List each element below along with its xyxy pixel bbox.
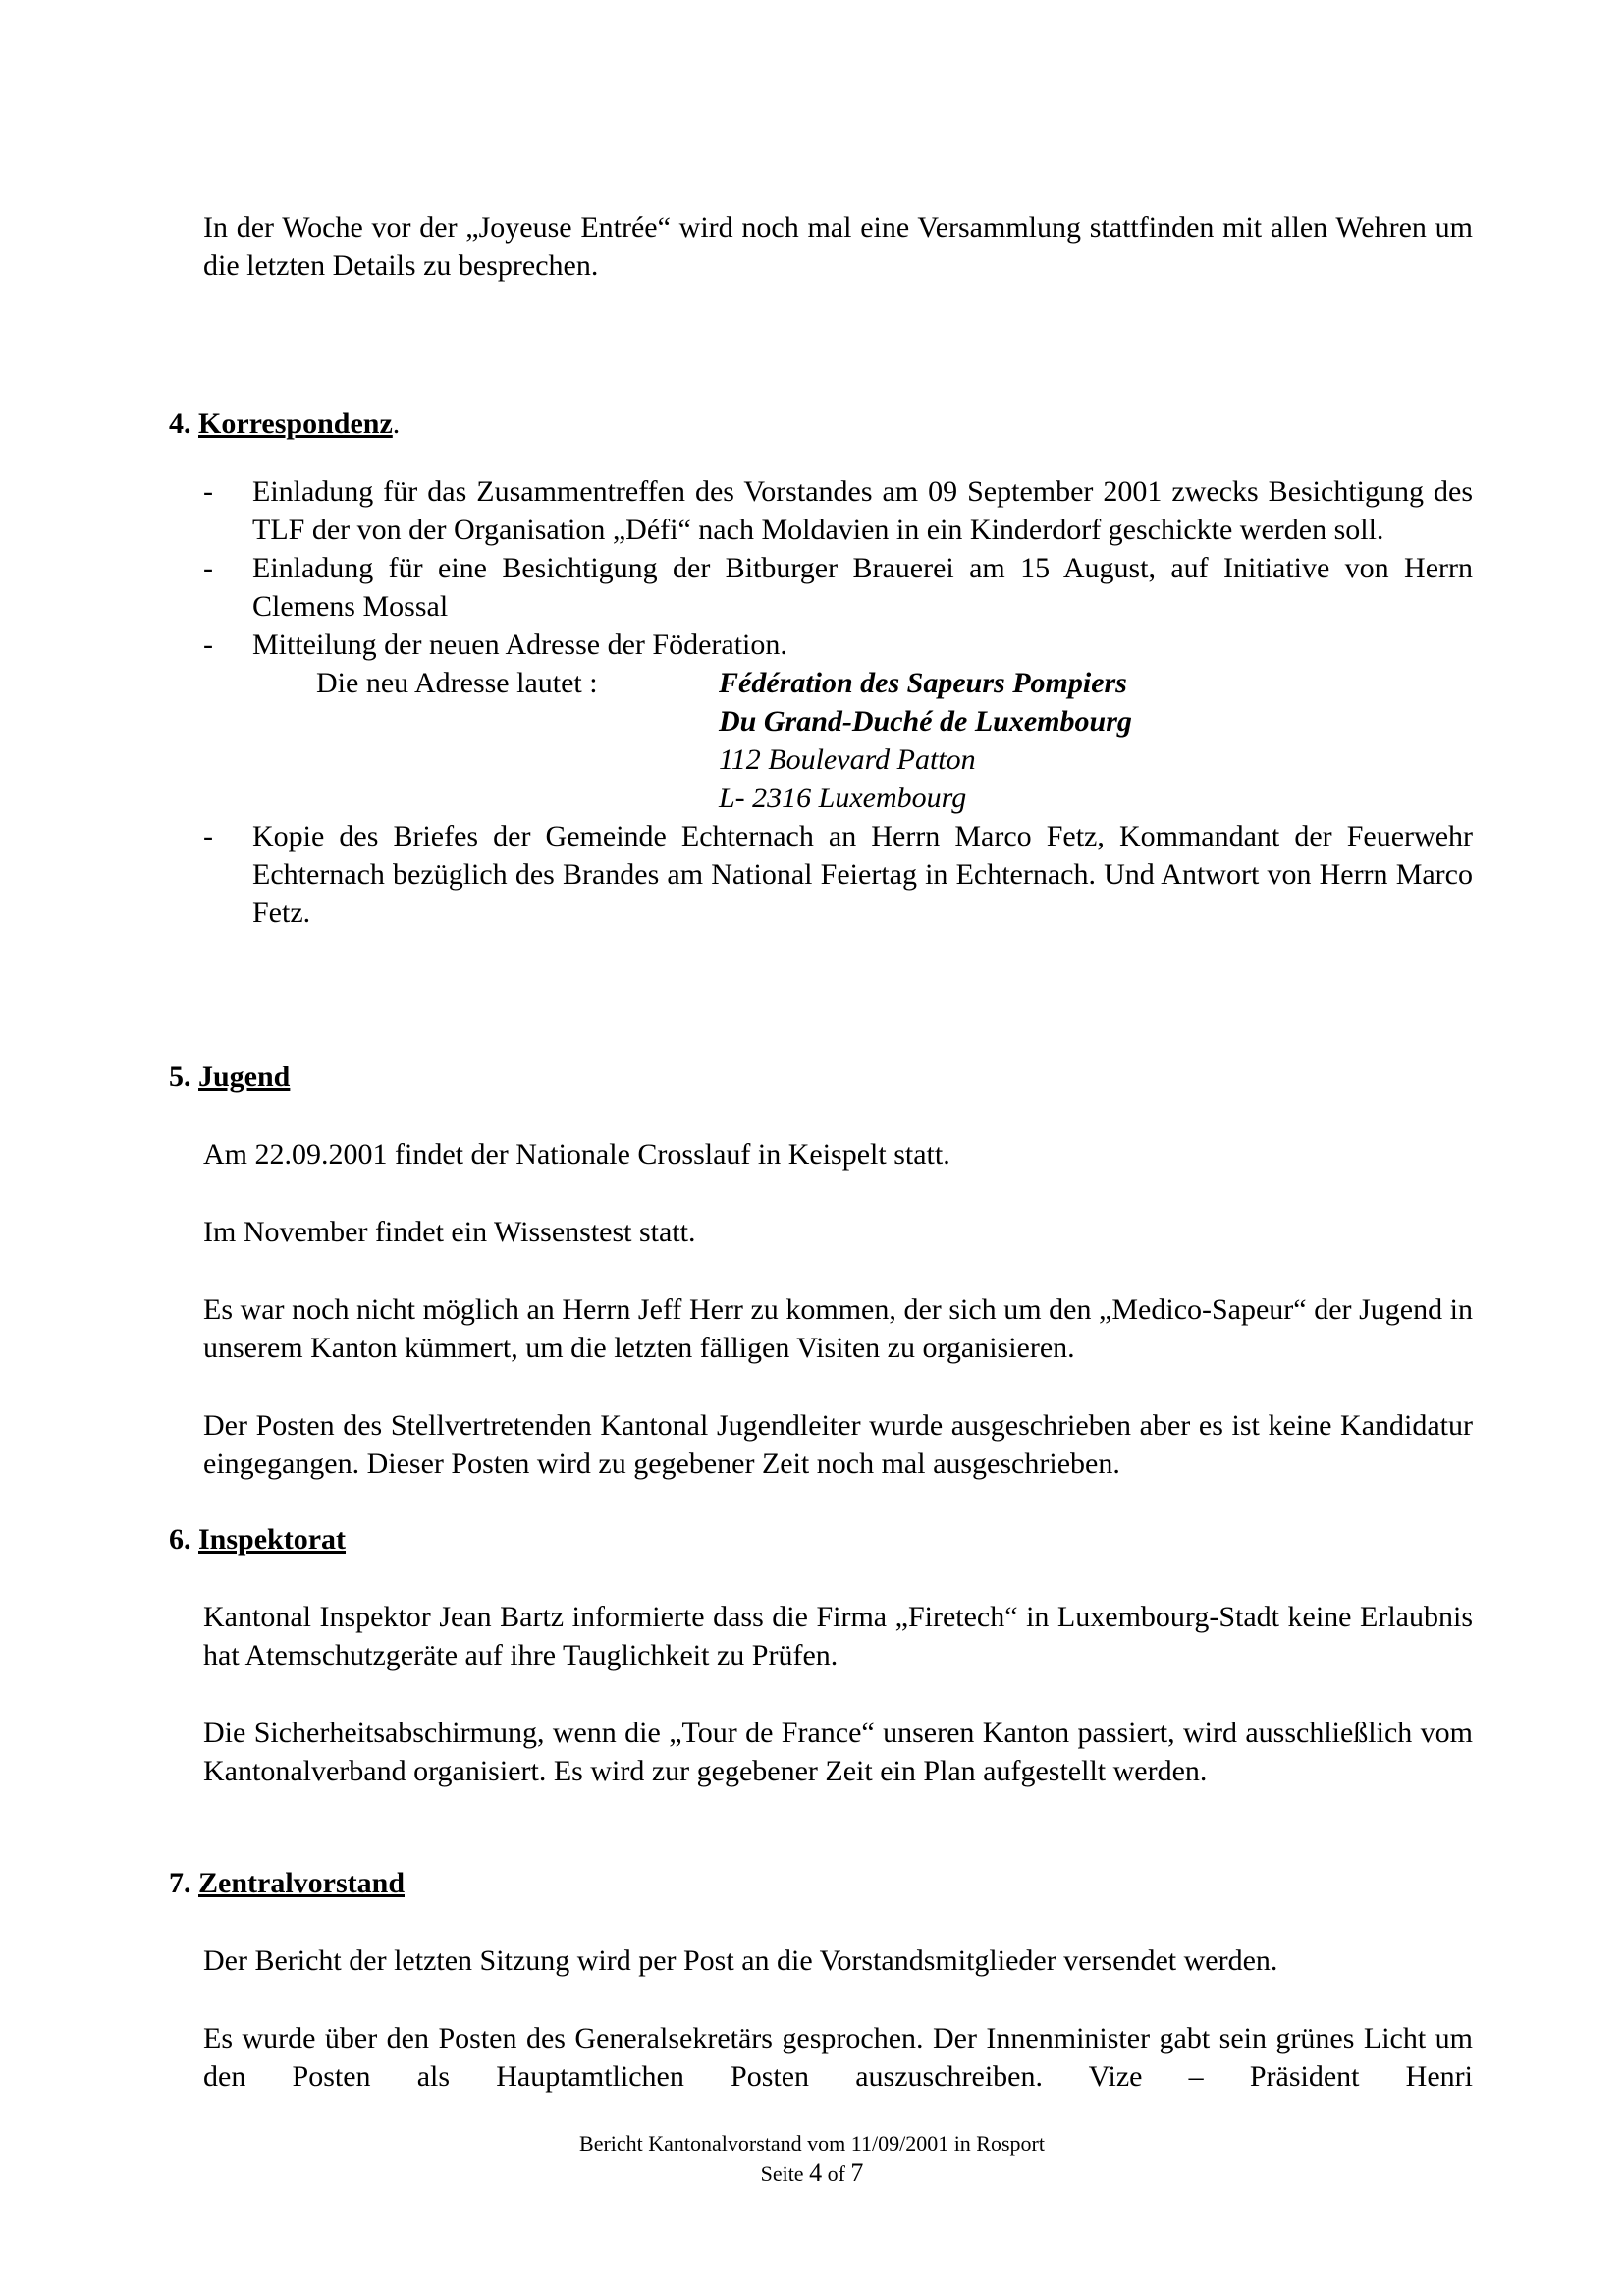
zentralvorstand-paragraph-1: Der Bericht der letzten Sitzung wird per Post an die Vorstandsmitglieder versendet werden. xyxy=(203,1944,1278,1977)
jugend-paragraph-2: Im November findet ein Wissenstest statt. xyxy=(203,1216,696,1248)
jugend-paragraph-1: Am 22.09.2001 findet der Nationale Crosslauf in Keispelt statt. xyxy=(203,1138,950,1171)
section-title: Zentralvorstand xyxy=(198,1867,405,1899)
jugend-paragraph-3: Es war noch nicht möglich an Herrn Jeff Herr zu kommen, der sich um den „Medico-Sapeur“ der Jugend in unserem Kanton kümmert, um die letzten fälligen Visiten zu organisieren. xyxy=(203,1293,1473,1364)
section-title: Korrespondenz xyxy=(198,408,393,440)
section-number: 5. xyxy=(169,1061,191,1093)
jugend-paragraph-4: Der Posten des Stellvertretenden Kantonal Jugendleiter wurde ausgeschrieben aber es ist keine Kandidatur eingegangen. Dieser Posten wird zu gegebener Zeit noch mal ausgeschrieben. xyxy=(203,1409,1473,1480)
total-pages: 7 xyxy=(850,2159,864,2187)
address-line-1: Fédération des Sapeurs Pompiers xyxy=(719,667,1127,699)
page-number xyxy=(0,2159,1624,2189)
list-dash: - xyxy=(203,475,213,508)
intro-paragraph: In der Woche vor der „Joyeuse Entrée“ wird noch mal eine Versammlung stattfinden mit allen Wehren um die letzten Details zu besprechen. xyxy=(203,211,1473,282)
section-heading-korrespondenz xyxy=(169,405,400,443)
page-of: of xyxy=(827,2161,845,2186)
section-number: 4. xyxy=(169,408,191,440)
list-item xyxy=(203,817,1473,932)
correspondence-list xyxy=(203,472,1473,932)
address-line-2: Du Grand-Duché de Luxembourg xyxy=(719,705,1132,738)
address-line-3: 112 Boulevard Patton xyxy=(719,743,976,776)
section-heading-zentralvorstand xyxy=(169,1864,405,1902)
list-item xyxy=(203,626,1473,664)
section-title: Jugend xyxy=(198,1061,291,1093)
list-item-text: Einladung für das Zusammentreffen des Vorstandes am 09 September 2001 zwecks Besichtigung des TLF der von der Organisation „Défi“ nach Moldavien in ein Kinderdorf geschickte werden soll. xyxy=(252,475,1473,546)
page-label: Seite xyxy=(760,2161,804,2186)
list-item xyxy=(203,472,1473,549)
inspektorat-paragraph-1: Kantonal Inspektor Jean Bartz informierte dass die Firma „Firetech“ in Luxembourg-Stadt keine Erlaubnis hat Atemschutzgeräte auf ihre Tauglichkeit zu Prüfen. xyxy=(203,1601,1473,1671)
list-dash: - xyxy=(203,552,213,584)
address-label: Die neu Adresse lautet : xyxy=(316,667,598,699)
section-title: Inspektorat xyxy=(198,1523,347,1556)
page-footer xyxy=(0,2129,1624,2189)
address-block xyxy=(203,664,1473,817)
address-line-4: L- 2316 Luxembourg xyxy=(719,782,967,814)
footer-title: Bericht Kantonalvorstand vom 11/09/2001 in Rosport xyxy=(579,2131,1045,2156)
list-item-text: Mitteilung der neuen Adresse der Föderation. xyxy=(252,629,787,661)
list-item-text: Kopie des Briefes der Gemeinde Echternach an Herrn Marco Fetz, Kommandant der Feuerwehr Echternach bezüglich des Brandes am National Feiertag in Echternach. Und Antwort von Herrn Marco Fetz. xyxy=(252,820,1473,929)
section-title-suffix: . xyxy=(392,408,401,440)
section-heading-inspektorat xyxy=(169,1520,346,1558)
list-dash: - xyxy=(203,629,213,661)
zentralvorstand-paragraph-2: Es wurde über den Posten des Generalsekretärs gesprochen. Der Innenminister gabt sein grünes Licht um den Posten als Hauptamtlichen Posten auszuschreiben. Vize – Präsident Henri xyxy=(203,2022,1473,2093)
section-number: 7. xyxy=(169,1867,191,1899)
section-heading-jugend xyxy=(169,1058,290,1096)
current-page: 4 xyxy=(809,2159,823,2187)
list-dash: - xyxy=(203,820,213,852)
inspektorat-paragraph-2: Die Sicherheitsabschirmung, wenn die „Tour de France“ unseren Kanton passiert, wird ausschließlich vom Kantonalverband organisiert. Es wird zur gegebener Zeit ein Plan aufgestellt werden. xyxy=(203,1717,1473,1787)
list-item xyxy=(203,549,1473,626)
section-number: 6. xyxy=(169,1523,191,1556)
list-item-text: Einladung für eine Besichtigung der Bitburger Brauerei am 15 August, auf Initiative von Herrn Clemens Mossal xyxy=(252,552,1473,623)
